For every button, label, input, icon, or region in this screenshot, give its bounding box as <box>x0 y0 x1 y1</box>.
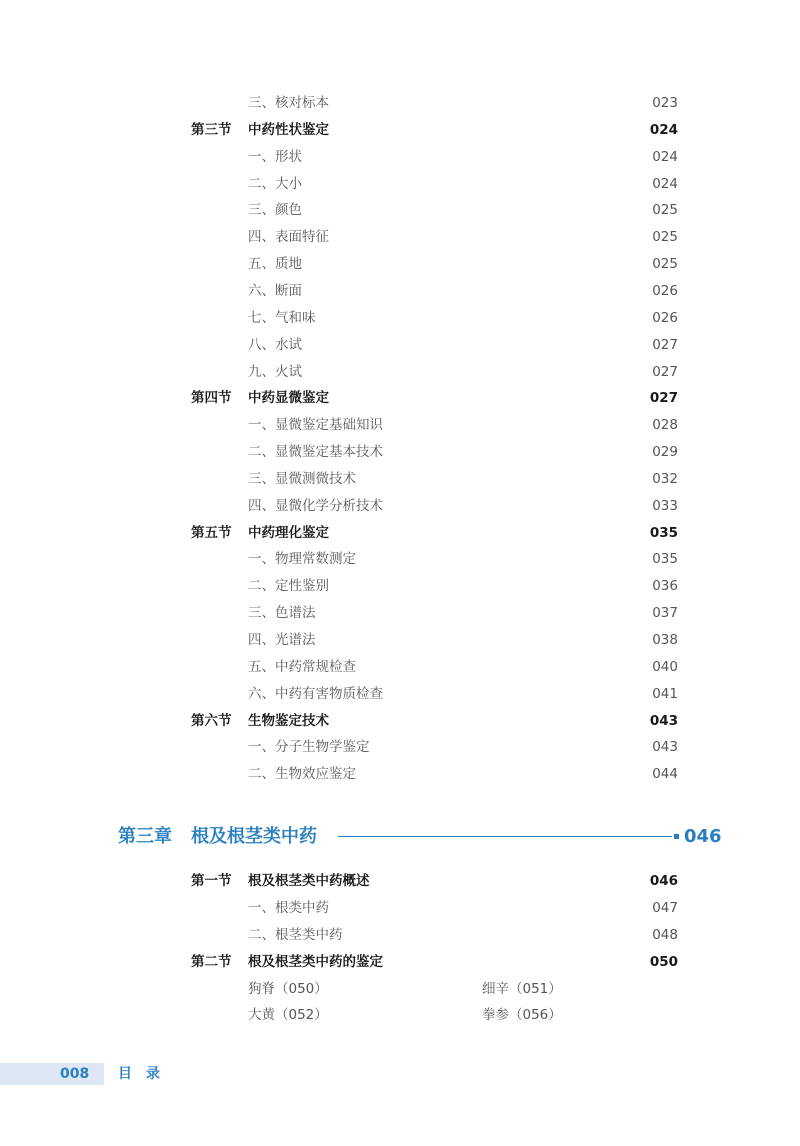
page-number: 028 <box>652 417 678 434</box>
toc-item-row <box>0 334 800 356</box>
item-title: 五、中药常规检查 <box>248 658 356 675</box>
section-number: 第二节 <box>191 954 232 970</box>
page-number: 026 <box>652 309 678 326</box>
page-number: 024 <box>652 148 678 165</box>
item-title: 二、大小 <box>248 175 302 192</box>
toc-item-row <box>0 361 800 383</box>
page-number: 046 <box>649 873 678 889</box>
toc-item-row <box>0 495 800 517</box>
chapter-leader-dot <box>674 834 679 839</box>
section-number: 第六节 <box>191 712 232 729</box>
toc-section-row <box>0 387 800 409</box>
toc-item-row <box>0 736 800 758</box>
page-number: 027 <box>649 390 678 407</box>
item-title: 一、形状 <box>248 148 302 165</box>
page-number: 044 <box>652 766 678 783</box>
chapter-leader-line <box>338 836 672 837</box>
toc-item-row <box>0 199 800 221</box>
page-number: 033 <box>652 497 678 514</box>
chapter-page-number: 046 <box>684 826 722 847</box>
toc-item-row <box>0 92 800 114</box>
page-number: 047 <box>652 900 678 916</box>
item-title: 二、生物效应鉴定 <box>248 766 356 783</box>
item-title: 一、显微鉴定基础知识 <box>248 417 383 434</box>
page-number: 024 <box>649 121 678 138</box>
page-number: 037 <box>652 605 678 622</box>
section-title: 生物鉴定技术 <box>248 712 329 729</box>
item-title: 二、显微鉴定基本技术 <box>248 444 383 461</box>
section-title: 中药显微鉴定 <box>248 390 329 407</box>
page-number: 048 <box>652 927 678 943</box>
item-title: 六、断面 <box>248 282 302 299</box>
section-number: 第四节 <box>191 390 232 407</box>
page-number: 025 <box>652 229 678 246</box>
item-title: 三、颜色 <box>248 202 302 219</box>
item-title: 二、定性鉴别 <box>248 578 329 595</box>
toc-item-row <box>0 575 800 597</box>
toc-item-row <box>0 763 800 785</box>
item-title: 七、气和味 <box>248 309 316 326</box>
section-title: 根及根茎类中药的鉴定 <box>248 954 383 970</box>
page-number: 027 <box>652 363 678 380</box>
page-number: 038 <box>652 632 678 648</box>
section-title: 中药性状鉴定 <box>248 121 329 138</box>
toc-item-row <box>0 173 800 195</box>
page-number: 026 <box>652 282 678 299</box>
page-number: 029 <box>652 444 678 461</box>
drug-entry: 拳参（056） <box>482 1007 562 1023</box>
section-number: 第一节 <box>191 873 232 889</box>
toc-item-row <box>0 468 800 490</box>
item-title: 四、显微化学分析技术 <box>248 497 383 514</box>
chapter-heading <box>0 823 800 851</box>
page-number: 036 <box>652 578 678 595</box>
item-title: 六、中药有害物质检查 <box>248 685 383 702</box>
page-number: 035 <box>649 524 678 541</box>
toc-item-row <box>0 414 800 436</box>
section-number: 第五节 <box>191 524 232 541</box>
toc-item-row <box>0 146 800 168</box>
toc-section-row <box>0 710 800 732</box>
chapter-number: 第三章 <box>118 826 172 847</box>
toc-item-row <box>0 897 800 919</box>
item-title: 三、核对标本 <box>248 95 329 111</box>
page-number: 027 <box>652 336 678 353</box>
footer-section-title: 目录 <box>118 1066 174 1082</box>
chapter-title: 根及根茎类中药 <box>191 826 317 847</box>
page-number: 035 <box>652 551 678 568</box>
item-title: 九、火试 <box>248 363 302 380</box>
page-number: 043 <box>649 712 678 729</box>
section-title: 中药理化鉴定 <box>248 524 329 541</box>
toc-item-row <box>0 924 800 946</box>
page-number: 050 <box>649 954 678 970</box>
toc-item-row <box>0 307 800 329</box>
toc-section-row <box>0 119 800 141</box>
page-number: 024 <box>652 175 678 192</box>
page-number: 041 <box>652 685 678 702</box>
section-number: 第三节 <box>191 121 232 138</box>
item-title: 四、表面特征 <box>248 229 329 246</box>
toc-item-row <box>0 656 800 678</box>
toc-item-row <box>0 441 800 463</box>
item-title: 三、色谱法 <box>248 605 316 622</box>
toc-section-row <box>0 870 800 892</box>
toc-item-row <box>0 253 800 275</box>
item-title: 三、显微测微技术 <box>248 470 356 487</box>
page-number: 032 <box>652 470 678 487</box>
page-number: 040 <box>652 658 678 675</box>
toc-section-row <box>0 522 800 544</box>
section-title: 根及根茎类中药概述 <box>248 873 370 889</box>
item-title: 一、根类中药 <box>248 900 329 916</box>
item-title: 二、根茎类中药 <box>248 927 343 943</box>
item-title: 四、光谱法 <box>248 632 316 648</box>
drug-entry: 细辛（051） <box>482 981 562 997</box>
page-number: 043 <box>652 739 678 756</box>
drug-entry: 大黄（052） <box>248 1007 328 1023</box>
item-title: 一、分子生物学鉴定 <box>248 739 370 756</box>
toc-item-row <box>0 602 800 624</box>
toc-item-row <box>0 226 800 248</box>
toc-item-row <box>0 548 800 570</box>
page-number: 025 <box>652 202 678 219</box>
item-title: 八、水试 <box>248 336 302 353</box>
toc-section-row <box>0 951 800 973</box>
toc-item-row <box>0 280 800 302</box>
toc-item-row <box>0 683 800 705</box>
item-title: 五、质地 <box>248 256 302 273</box>
footer-page-number: 008 <box>60 1066 90 1082</box>
page-number: 025 <box>652 256 678 273</box>
drug-entry: 狗脊（050） <box>248 981 328 997</box>
toc-item-row <box>0 629 800 651</box>
page-number: 023 <box>652 95 678 111</box>
item-title: 一、物理常数测定 <box>248 551 356 568</box>
